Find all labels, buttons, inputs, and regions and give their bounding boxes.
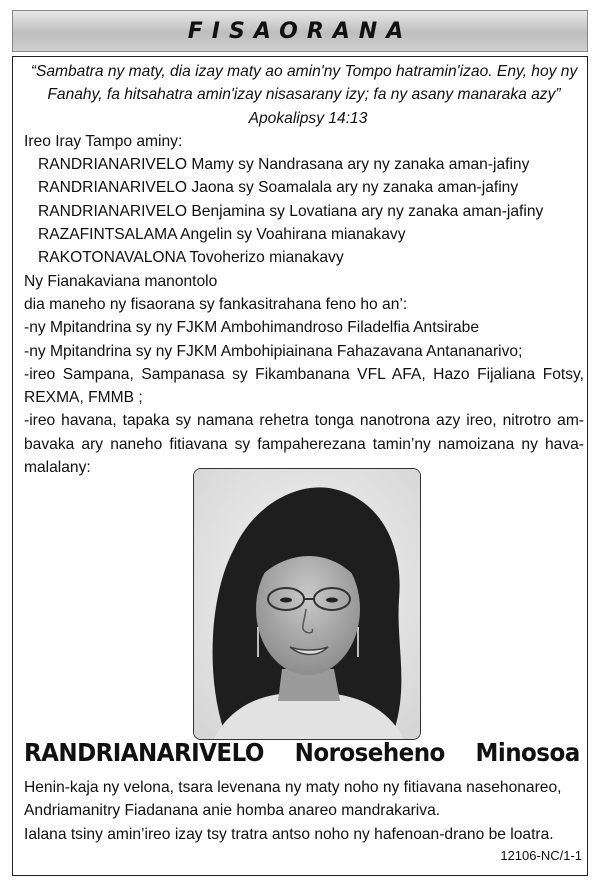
deceased-first-name: Noroseheno [294, 738, 445, 767]
header-banner [12, 10, 588, 52]
closing-text [24, 776, 584, 846]
deceased-middle-name: Minosoa [475, 738, 580, 767]
family-member: RANDRIANARIVELO Benjamina sy Lovatiana ary ny zanaka aman-jafiny [38, 202, 544, 220]
family-member: RAZAFINTSALAMA Angelin sy Voahirana mianakavy [38, 226, 406, 244]
thanks-intro: dia maneho ny fisaorana sy fankasitrahana feno ho an’: [24, 295, 408, 313]
notice-body [24, 60, 584, 479]
closing-line: Henin-kaja ny velona, tsara levenana ny maty noho ny fitiavana nasehonareo, Andriamanitry Fiadanana anie homba anareo mandrakariva. [24, 779, 562, 820]
thanks-item: -ny Mpitandrina sy ny FJKM Ambohimandroso Filadelfia Antsirabe [24, 319, 480, 337]
family-member: RANDRIANARIVELO Mamy sy Nandrasana ary ny zanaka aman-jafiny [38, 156, 530, 174]
header-title: FISAORANA [187, 18, 413, 44]
family-member: RANDRIANARIVELO Jaona sy Soamalala ary ny zanaka aman-jafiny [38, 179, 519, 197]
portrait-photo [193, 468, 421, 740]
reference-code: 12106-NC/1-1 [500, 848, 582, 863]
family-group: Ny Fianakaviana manontolo [24, 272, 218, 290]
family-member: RAKOTONAVALONA Tovoherizo mianakavy [38, 249, 344, 267]
deceased-name [24, 738, 580, 767]
thanks-item: -ny Mpitandrina sy ny FJKM Ambohipiainana Fahazavana Antananarivo; [24, 342, 523, 360]
thanks-item: -ireo Sampana, Sampanasa sy Fikambanana VFL AFA, Hazo Fijaliana Fotsy, REXMA, FMMB ; [24, 365, 584, 407]
closing-line: Ialana tsiny amin’ireo izay tsy tratra antso noho ny hafenoan-drano be loatra. [24, 825, 554, 843]
bible-quote: “Sambatra ny maty, dia izay maty ao amin'ny Tompo hatramin'izao. Eny, hoy ny Fanahy, fa hitsahatra amin'izay nisasarany izy; fa ny asany manaraka azy” [30, 63, 578, 104]
family-intro: Ireo Iray Tampo aminy: [24, 132, 183, 150]
deceased-surname: RANDRIANARIVELO [24, 738, 264, 767]
quote-reference: Apokalipsy 14:13 [248, 109, 368, 127]
thanks-item: -ireo havana, tapaka sy namana rehetra tonga nanotrona azy ireo, nitrotro am-bavaka ary naneho fitiavana sy fampaherezana tamin’ny namoizana ny hava-malalany: [24, 412, 584, 477]
portrait-image [194, 469, 420, 739]
